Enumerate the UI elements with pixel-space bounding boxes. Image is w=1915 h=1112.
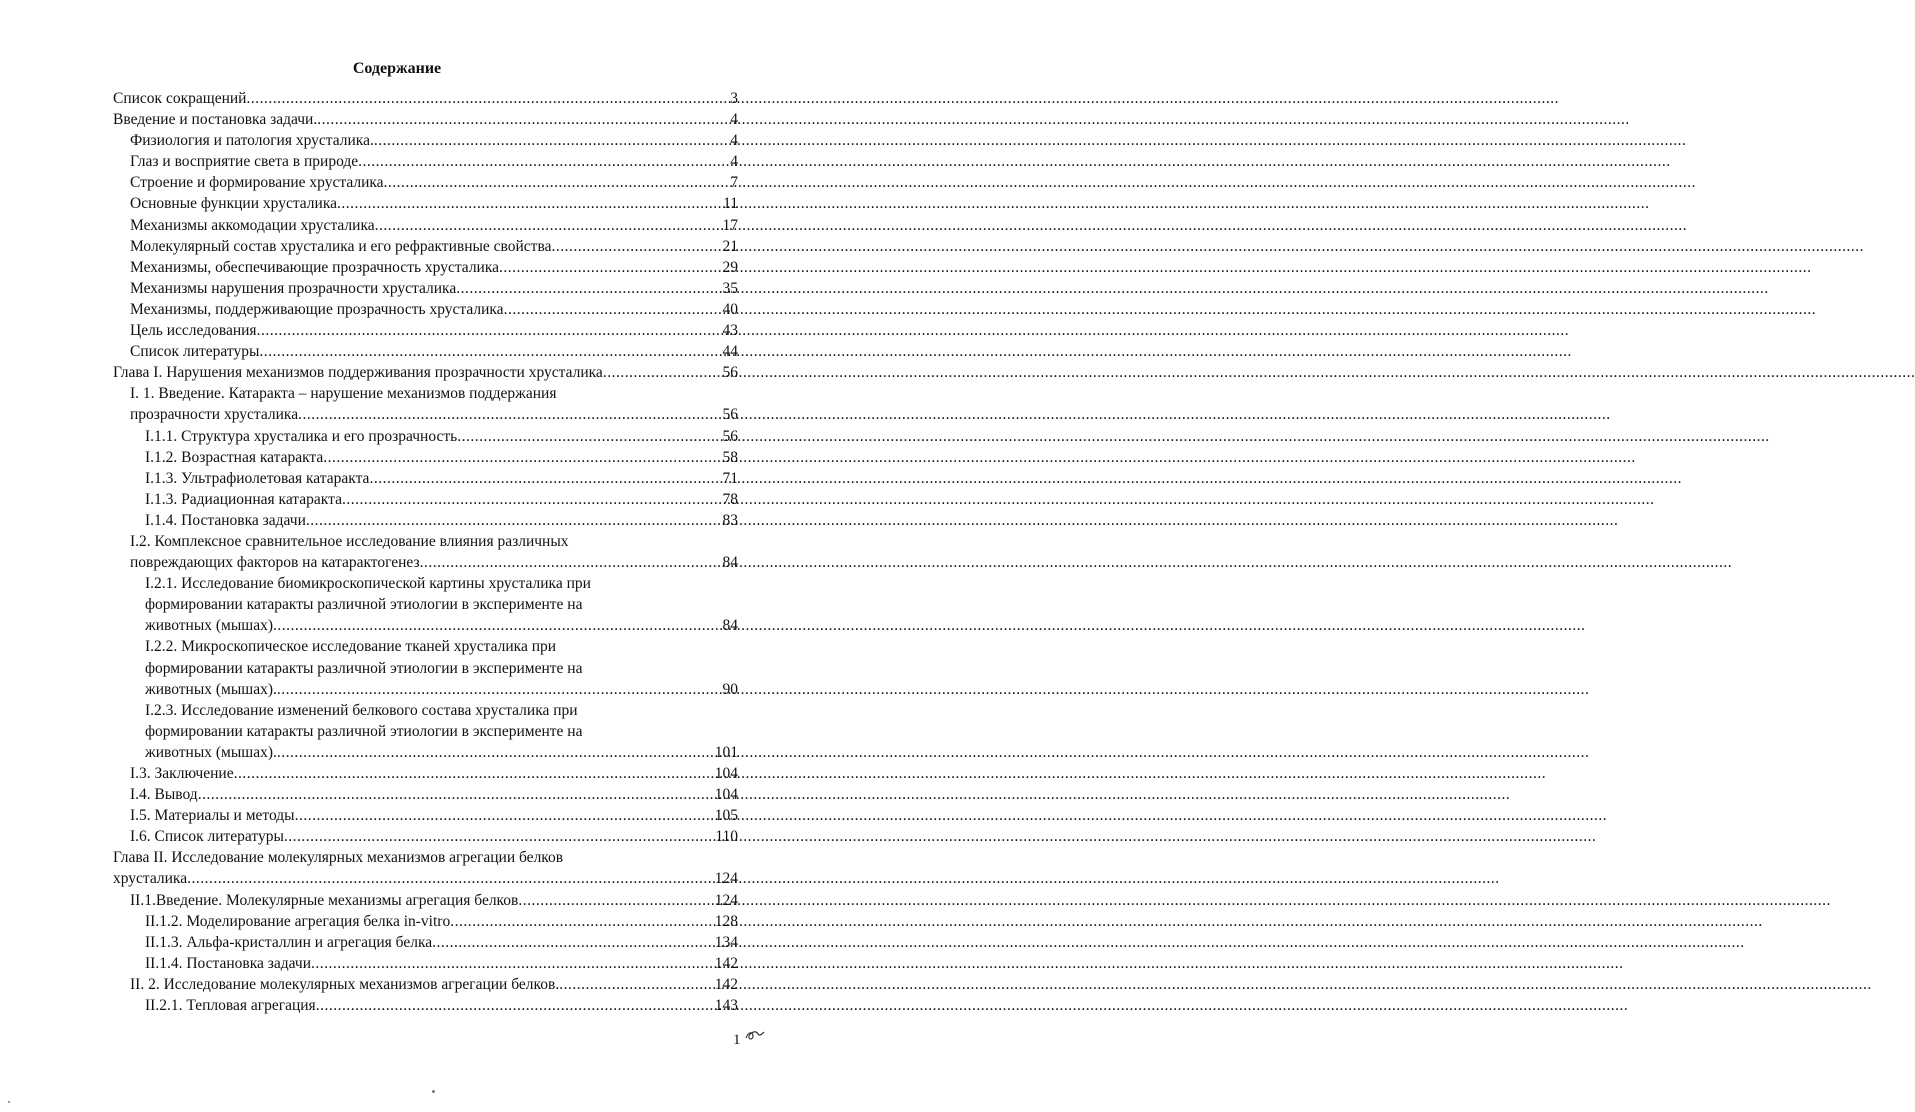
- dot-leader: [323, 447, 720, 468]
- toc-entry: [130, 763, 738, 784]
- toc-entry-text: Строение и формирование хрусталика: [130, 174, 384, 192]
- toc-entry: [145, 911, 738, 932]
- toc-entry: [130, 172, 738, 193]
- toc-entry: [130, 130, 738, 151]
- dot-leader: [246, 88, 728, 109]
- toc-entry-page: 84: [722, 554, 738, 572]
- toc-entry: [130, 383, 738, 425]
- toc-entry: [130, 974, 738, 995]
- toc-entry-text: Механизмы, поддерживающие прозрачность хрусталика: [130, 300, 504, 318]
- toc-entry-text: Цель исследования: [130, 322, 257, 340]
- toc-entry-text: I.2.1. Исследование биомикроскопической картины хрусталика при: [145, 575, 591, 593]
- toc-entry-text: II. 2. Исследование молекулярных механизмов агрегации белков.: [130, 975, 560, 993]
- toc-entry: [113, 847, 738, 889]
- dot-leader: [234, 763, 713, 784]
- toc-entry-text: хрусталика: [113, 870, 188, 888]
- toc-entry: [130, 341, 738, 362]
- dot-leader: [298, 404, 720, 425]
- toc-entry-page: 4: [730, 153, 738, 171]
- toc-entry-text: I.6. Список литературы: [130, 828, 284, 846]
- toc-entry-page: 17: [722, 216, 738, 234]
- toc-entry: [145, 636, 738, 699]
- toc-entry-text: I.2. Комплексное сравнительное исследование влияния различных: [130, 532, 569, 550]
- page-number: 1: [733, 1032, 741, 1048]
- toc-entry-page: 104: [714, 765, 738, 782]
- toc-entry-text: I.1.3. Радиационная катаракта: [145, 490, 342, 508]
- toc-entry-page: 101: [714, 743, 738, 761]
- toc-entry-page: 11: [723, 195, 738, 213]
- dot-leader: [457, 426, 720, 447]
- toc-entry: [145, 573, 738, 636]
- toc-entry: [145, 932, 738, 953]
- toc-entry-page: 3: [730, 90, 738, 107]
- dot-leader: [187, 868, 713, 889]
- toc-entry-text: I.1.1. Структура хрусталика и его прозрачность: [145, 427, 458, 445]
- toc-entry-text: Глава I. Нарушения механизмов поддерживания прозрачности хрусталика: [113, 364, 603, 382]
- dot-leader: [317, 109, 728, 130]
- dot-leader: [259, 341, 720, 362]
- toc-entry-text: животных (мышах).: [145, 680, 277, 698]
- toc-entry-text: Механизмы, обеспечивающие прозрачность хрусталика: [130, 258, 500, 276]
- toc-entry-page: 4: [730, 111, 738, 129]
- toc-entry-text: животных (мышах).: [145, 743, 277, 761]
- toc-entry-text: Механизмы нарушения прозрачности хрусталика: [130, 279, 457, 297]
- toc-entry-page: 143: [714, 997, 738, 1015]
- toc-entry-page: 43: [722, 322, 738, 340]
- toc-entry-page: 44: [722, 343, 738, 361]
- dot-leader: [384, 172, 729, 193]
- dot-leader: [559, 974, 713, 995]
- toc-entry-text: I.2.3. Исследование изменений белкового состава хрусталика при: [145, 701, 578, 719]
- toc-entry-page: 83: [722, 511, 738, 529]
- toc-entry-page: 124: [714, 870, 738, 888]
- toc-entry-text: формировании катаракты различной этиологии в эксперименте на: [145, 722, 583, 740]
- toc-entry-page: 29: [722, 258, 738, 276]
- dot-leader: [257, 320, 721, 341]
- dot-leader: [603, 362, 721, 383]
- dot-leader: [504, 299, 721, 320]
- dot-leader: [337, 193, 721, 214]
- toc-entry-text: животных (мышах): [145, 617, 273, 635]
- toc-entry-page: 105: [714, 807, 738, 825]
- toc-entry-page: 124: [714, 891, 738, 909]
- toc-entry-text: Список литературы: [130, 343, 260, 361]
- toc-entry-text: II.1.3. Альфа-кристаллин и агрегация белка: [145, 933, 433, 951]
- toc-entry-text: прозрачности хрусталика: [130, 406, 299, 424]
- dot-leader: [499, 257, 720, 278]
- toc-entry-text: Механизмы аккомодации хрусталика: [130, 216, 375, 234]
- dot-leader: [277, 679, 721, 700]
- toc-entry: [130, 278, 738, 299]
- toc-entry-text: I.5. Материалы и методы: [130, 807, 295, 825]
- toc-entry-text: I.1.4. Постановка задачи: [145, 511, 306, 529]
- toc-entry: [130, 257, 738, 278]
- toc-entry-text: Молекулярный состав хрусталика и его рефрактивные свойства: [130, 237, 552, 255]
- dot-leader: [358, 151, 728, 172]
- toc-entry-text: Физиология и патология хрусталика.: [130, 132, 374, 150]
- dot-leader: [273, 615, 721, 636]
- toc-entry-text: I.3. Заключение: [130, 765, 234, 782]
- toc-entry-text: II.1.2. Моделирование агрегация белка in-vitro: [145, 912, 451, 930]
- toc-entry-page: 35: [722, 279, 738, 297]
- toc-entry-page: 142: [714, 975, 738, 993]
- toc-entry-page: 21: [722, 237, 738, 255]
- dot-leader: [295, 805, 713, 826]
- toc-entry-page: 90: [722, 680, 738, 698]
- dot-leader: [456, 278, 720, 299]
- toc-entry: [145, 426, 738, 447]
- handwritten-mark: [744, 1026, 766, 1044]
- toc-entry: [130, 784, 738, 805]
- dot-leader: [375, 215, 721, 236]
- dot-leader: [277, 742, 713, 763]
- toc-entry: [113, 88, 738, 109]
- toc-entry-text: I.1.3. Ультрафиолетовая катаракта: [145, 469, 370, 487]
- dot-leader: [198, 784, 713, 805]
- toc-entry-page: 56: [722, 406, 738, 424]
- toc-entry: [145, 953, 738, 974]
- dot-leader: [432, 932, 713, 953]
- toc-entry-page: 110: [715, 828, 738, 846]
- toc-entry: [145, 510, 738, 531]
- dot-leader: [284, 826, 713, 847]
- toc-entry: [113, 109, 738, 130]
- toc-entry-text: Введение и постановка задачи.: [113, 111, 318, 129]
- toc-entry-page: 84: [722, 617, 738, 635]
- page-title: Содержание: [352, 60, 442, 77]
- toc-entry: [145, 489, 738, 510]
- table-of-contents: [0, 88, 794, 1016]
- dot-leader: [316, 995, 713, 1016]
- dot-leader: [369, 468, 720, 489]
- toc-entry-text: Глаз и восприятие света в природе: [130, 153, 359, 171]
- toc-entry-page: 71: [722, 469, 738, 487]
- toc-entry: [130, 320, 738, 341]
- toc-entry-text: I.1.2. Возрастная катаракта: [145, 448, 324, 466]
- toc-entry-text: I.4. Вывод: [130, 786, 198, 804]
- dot-leader: [518, 890, 712, 911]
- toc-entry-page: 40: [722, 300, 738, 318]
- toc-entry: [130, 193, 738, 214]
- toc-entry-page: 134: [714, 933, 738, 951]
- toc-entry-page: 56: [722, 364, 738, 382]
- toc-entry-text: Список сокращений: [113, 90, 247, 107]
- dot-leader: [311, 953, 713, 974]
- toc-entry: [145, 995, 738, 1016]
- toc-entry: [145, 447, 738, 468]
- toc-entry: [130, 890, 738, 911]
- dot-leader: [450, 911, 713, 932]
- toc-entry: [130, 236, 738, 257]
- dot-leader: [306, 510, 721, 531]
- toc-entry-text: Основные функции хрусталика: [130, 195, 338, 213]
- toc-entry: [130, 299, 738, 320]
- toc-entry-page: 58: [722, 448, 738, 466]
- scan-speck: [8, 1101, 10, 1103]
- toc-entry: [130, 151, 738, 172]
- toc-entry-text: Глава II. Исследование молекулярных механизмов агрегации белков: [113, 849, 564, 867]
- toc-entry-text: формировании катаракты различной этиологии в эксперименте на: [145, 659, 583, 677]
- scan-speck: [432, 1090, 435, 1093]
- toc-entry: [145, 700, 738, 763]
- toc-entry-text: I.2.2. Микроскопическое исследование тканей хрусталика при: [145, 638, 557, 656]
- toc-entry: [130, 531, 738, 573]
- toc-entry: [113, 362, 738, 383]
- toc-entry-page: 7: [730, 174, 738, 192]
- dot-leader: [551, 236, 720, 257]
- toc-entry-text: II.1.4. Постановка задачи: [145, 954, 312, 972]
- toc-entry: [130, 826, 738, 847]
- toc-entry-page: 78: [722, 490, 738, 508]
- toc-entry: [130, 215, 738, 236]
- toc-entry-text: II.1.Введение. Молекулярные механизмы агрегация белков: [130, 891, 519, 909]
- dot-leader: [342, 489, 721, 510]
- toc-entry-text: II.2.1. Тепловая агрегация: [145, 997, 316, 1015]
- toc-entry-page: 142: [714, 954, 738, 972]
- dot-leader: [374, 130, 728, 151]
- toc-entry-page: 128: [714, 912, 738, 930]
- toc-entry: [130, 805, 738, 826]
- toc-entry: [145, 468, 738, 489]
- toc-entry-page: 104: [714, 786, 738, 804]
- toc-entry-text: повреждающих факторов на катарактогенез: [130, 554, 420, 572]
- toc-entry-text: I. 1. Введение. Катаракта – нарушение механизмов поддержания: [130, 385, 557, 403]
- toc-entry-text: формировании катаракты различной этиологии в эксперименте на: [145, 596, 583, 614]
- toc-entry-page: 4: [730, 132, 738, 150]
- toc-entry-page: 56: [722, 427, 738, 445]
- dot-leader: [420, 552, 721, 573]
